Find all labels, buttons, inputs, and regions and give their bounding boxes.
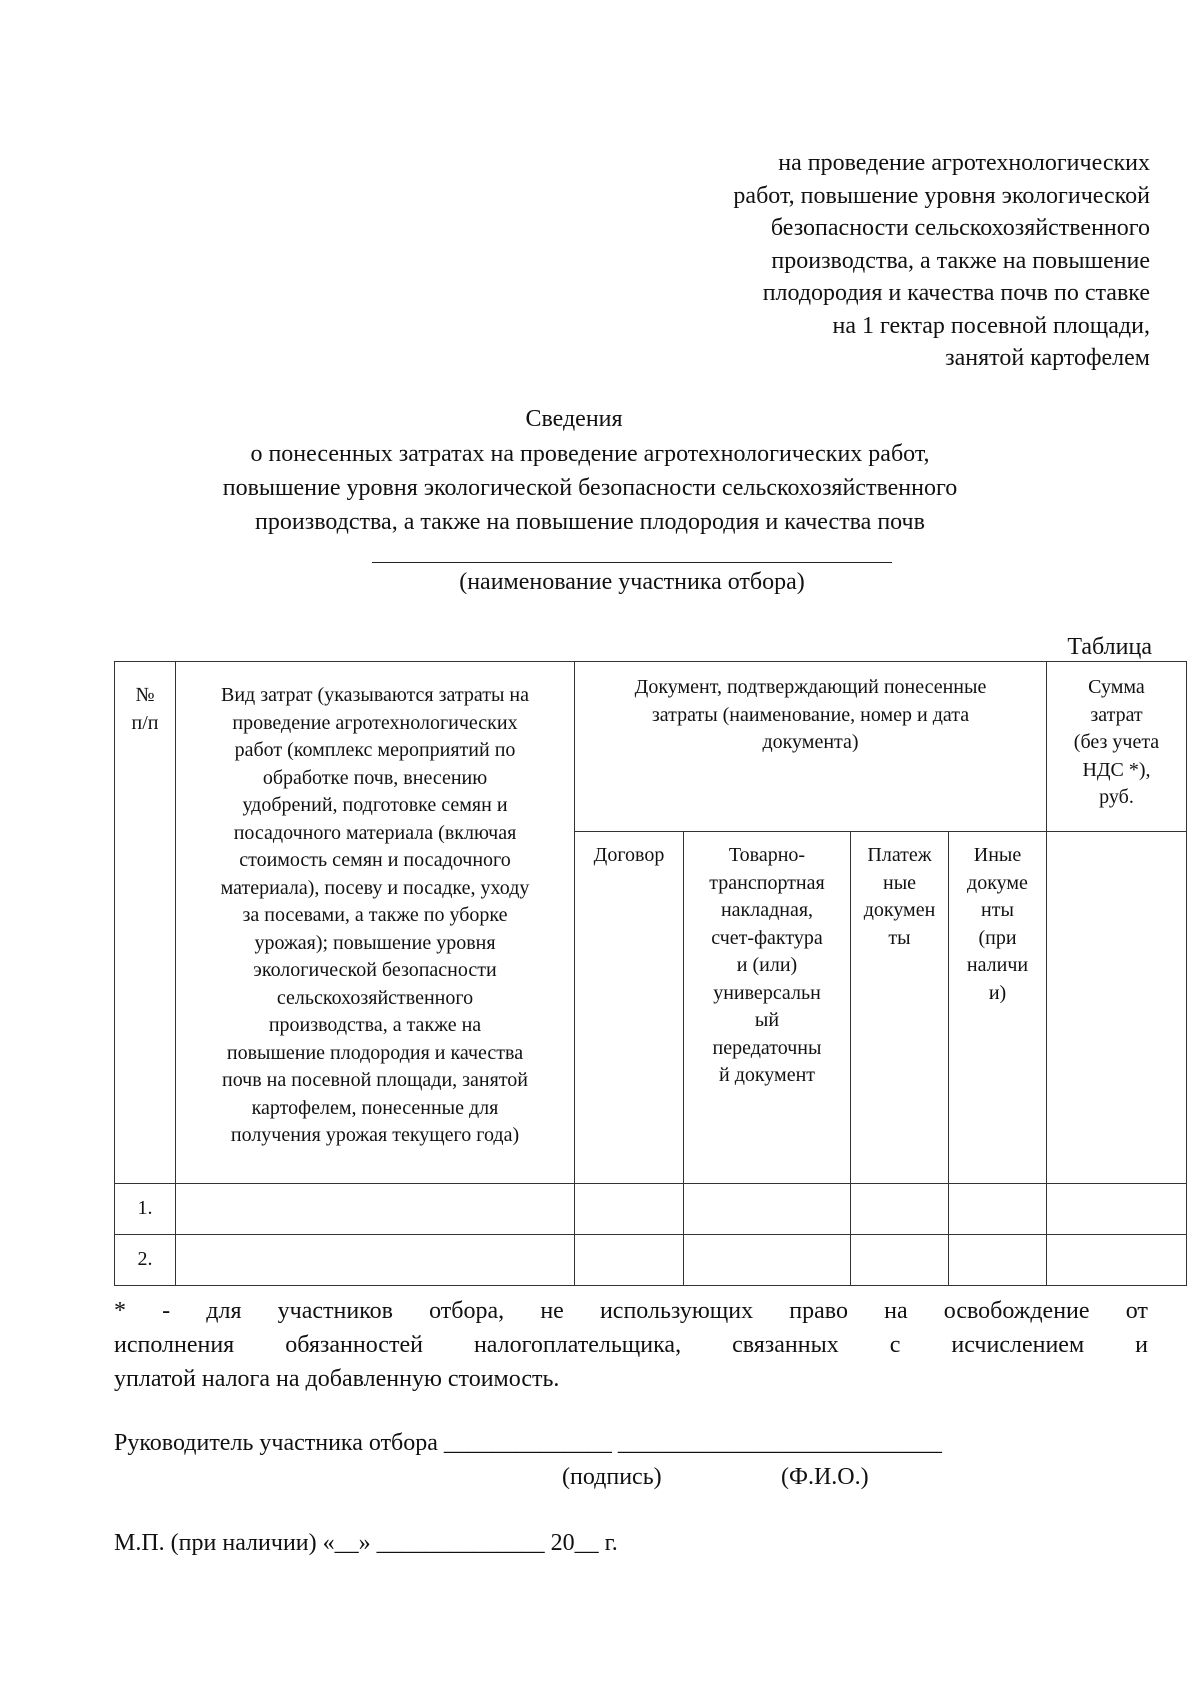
name-blank: ___________________________ [617, 1430, 942, 1456]
cell-line: Сумма [1088, 676, 1145, 698]
signature-label: Руководитель участника отбора [114, 1430, 438, 1456]
cell-line: затрат [1090, 703, 1143, 726]
footnote-line-3: уплатой налога на добавленную стоимость. [114, 1366, 560, 1392]
header-line: производства, а также на повышение [771, 247, 1150, 274]
subheader-other [949, 832, 1047, 1184]
cell-line: Документ, подтверждающий понесенные [634, 676, 987, 698]
footnote-word: на [884, 1298, 908, 1324]
row-number: 1. [115, 1184, 176, 1235]
cell-line: Платеж [867, 844, 932, 866]
cell-line: за посевами, а также по уборке [242, 904, 508, 926]
vat-footnote [114, 1294, 1148, 1396]
cell-line: документа) [762, 731, 859, 753]
cell-line: накладная, [720, 899, 814, 921]
signature-blank: ______________ [443, 1430, 612, 1456]
header-line: на 1 гектар посевной площади, [832, 312, 1150, 339]
cell-line: й документ [718, 1064, 816, 1086]
cell-line: повышение плодородия и качества [226, 1041, 524, 1064]
subtitle-line: о понесенных затратах на проведение агротехнологических работ, [250, 441, 930, 467]
cell-line: работ (комплекс мероприятий по [234, 739, 516, 761]
cell-line: нты [981, 899, 1014, 921]
subtitle-line: повышение уровня экологической безопасности сельскохозяйственного [222, 475, 958, 501]
footnote-word: исчислением [951, 1332, 1085, 1358]
header-line: безопасности сельскохозяйственного [770, 215, 1150, 241]
cell-line: материала), посеву и посадке, уходу [220, 876, 530, 899]
footnote-word: и [1135, 1332, 1148, 1358]
footnote-word: * [114, 1298, 126, 1324]
table-cell [176, 1235, 575, 1286]
table-cell [684, 1235, 851, 1286]
footnote-word: не [540, 1298, 564, 1324]
cell-line: ты [888, 926, 911, 949]
cell-line: ый [754, 1009, 780, 1031]
header-cost-type [176, 662, 575, 1184]
cell-line: сельскохозяйственного [276, 986, 474, 1009]
cell-line: передаточны [712, 1036, 822, 1059]
table-row [115, 1184, 1187, 1235]
cell-line: руб. [1099, 786, 1134, 808]
cell-line: проведение агротехнологических [232, 711, 518, 734]
header-number [115, 662, 176, 1184]
footnote-word: освобождение [943, 1298, 1090, 1324]
cell-line: НДС *), [1082, 758, 1151, 781]
cell-line: Вид затрат (указываются затраты на [220, 684, 529, 706]
table-cell [949, 1184, 1047, 1235]
table-cell [949, 1235, 1047, 1286]
footnote-word: с [889, 1332, 901, 1358]
subheader-waybill [684, 832, 851, 1184]
cell-line: Иные [973, 844, 1022, 866]
header-line: занятой картофелем [945, 345, 1150, 371]
participant-name-line [372, 562, 892, 563]
footnote-word: от [1125, 1298, 1148, 1324]
row-number: 2. [115, 1235, 176, 1286]
table-cell [575, 1235, 684, 1286]
cell-line: ные [882, 871, 917, 894]
cell-line: (при [978, 926, 1017, 949]
cell-line: докумен [863, 899, 936, 921]
cell-line: экологической безопасности [253, 959, 497, 981]
cell-line: получения урожая текущего года) [230, 1124, 520, 1146]
cost-table [114, 661, 1187, 1286]
cell-line: и) [988, 981, 1007, 1004]
cell-line: п/п [131, 711, 159, 734]
cell-line: транспортная [709, 871, 825, 894]
footnote-word: обязанностей [285, 1332, 423, 1358]
table-cell [575, 1184, 684, 1235]
footnote-word: использующих [599, 1298, 754, 1324]
cell-line: посадочного материала (включая [233, 821, 517, 844]
cell-line: стоимость семян и посадочного [239, 849, 511, 871]
footnote-word: право [789, 1298, 848, 1324]
attachment-header [560, 147, 1150, 375]
cell-line: (без учета [1073, 731, 1160, 753]
subheader-contract [575, 832, 684, 1184]
header-document [575, 662, 1047, 832]
table-cell [1047, 1184, 1187, 1235]
sum-empty-cell [1047, 832, 1187, 1184]
stamp-date-row: М.П. (при наличии) «__» ______________ 20__ г. [114, 1530, 618, 1556]
table-label: Таблица [1067, 634, 1152, 660]
table-cell [1047, 1235, 1187, 1286]
cell-line: универсальн [713, 981, 821, 1004]
document-subtitle [150, 437, 1030, 539]
table-cell [684, 1184, 851, 1235]
cell-line: обработке почв, внесению [262, 766, 488, 789]
header-line: на проведение агротехнологических [778, 150, 1150, 176]
subheader-payment [851, 832, 949, 1184]
cell-line: затраты (наименование, номер и дата [651, 703, 970, 726]
cell-line: урожая); повышение уровня [254, 931, 496, 954]
table-row [115, 1235, 1187, 1286]
footnote-word: участников [277, 1298, 393, 1324]
footnote-word: связанных [732, 1332, 839, 1358]
footnote-line-2 [114, 1328, 1148, 1362]
cell-line: картофелем, понесенные для [251, 1096, 499, 1119]
footnote-word: исполнения [114, 1332, 235, 1358]
signature-row [114, 1426, 942, 1460]
cell-line: Товарно- [728, 844, 806, 866]
cell-line: Договор [593, 844, 665, 866]
cell-line: наличи [966, 954, 1029, 976]
participant-name-caption: (наименование участника отбора) [459, 569, 805, 595]
header-line: плодородия и качества почв по ставке [762, 280, 1150, 306]
footnote-word: налогоплательщика, [473, 1332, 682, 1358]
header-sum [1047, 662, 1187, 832]
table-cell [851, 1184, 949, 1235]
footnote-word: для [206, 1298, 242, 1324]
document-title: Сведения [525, 406, 623, 432]
table-cell [176, 1184, 575, 1235]
name-caption: (Ф.И.О.) [781, 1464, 869, 1490]
cell-line: и (или) [736, 954, 798, 976]
cell-line: производства, а также на [268, 1014, 482, 1036]
header-line: работ, повышение уровня экологической [733, 182, 1150, 209]
table-cell [851, 1235, 949, 1286]
footnote-word: отбора, [429, 1298, 505, 1324]
footnote-word: - [162, 1298, 171, 1324]
cell-line: докуме [967, 871, 1028, 894]
subtitle-line: производства, а также на повышение плодородия и качества почв [255, 509, 925, 535]
cell-line: № [135, 684, 155, 706]
cell-line: удобрений, подготовке семян и [242, 794, 508, 816]
signature-caption: (подпись) [562, 1464, 662, 1490]
cell-line: почв на посевной площади, занятой [221, 1069, 528, 1091]
cell-line: счет-фактура [711, 926, 823, 949]
footnote-line-1 [114, 1294, 1148, 1328]
